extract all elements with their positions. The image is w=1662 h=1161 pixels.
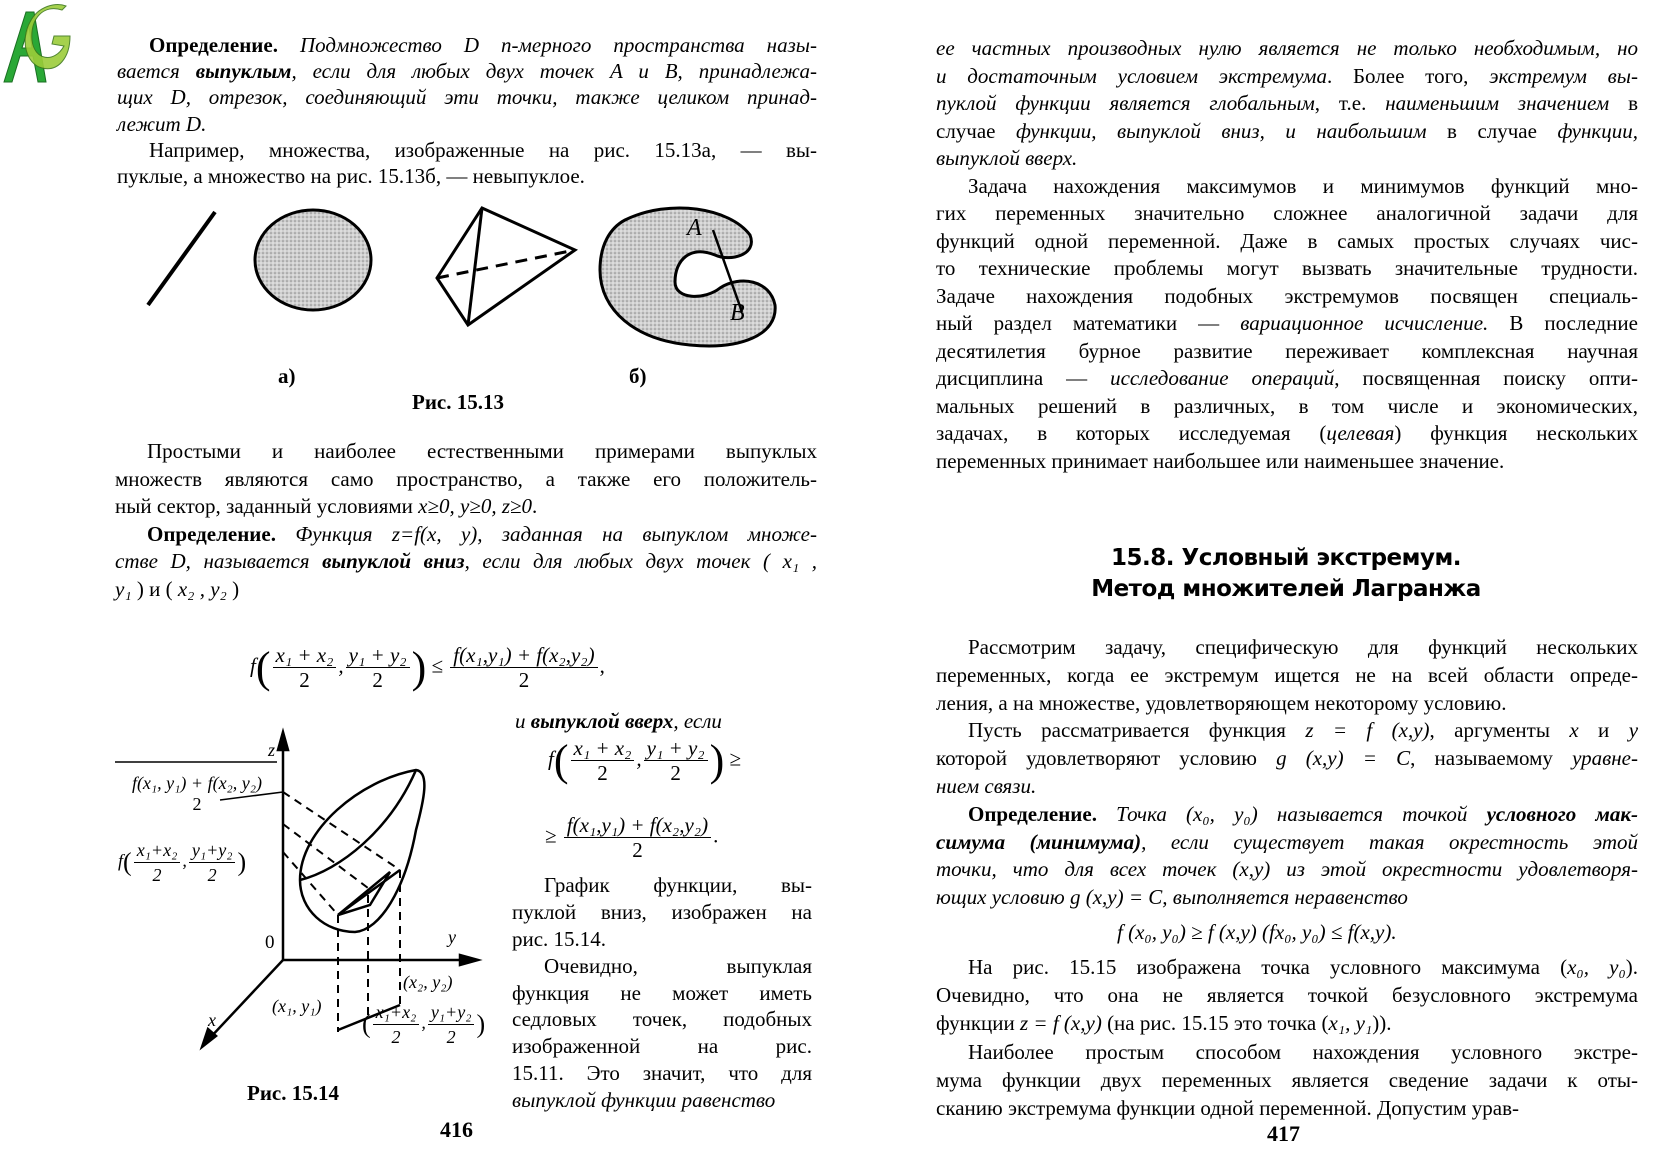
figure-caption: Рис. 15.13: [412, 390, 504, 414]
convex-down-inequality: f( $\frac{\text{x₁ + x₂}}{2}$ , $\frac{\text{y₁ + y₂}}{2}$ ) ≤ $\frac{\text{f(x₁,y₁) + f(x₂,y₂)}}{2}$ ,: [250, 643, 605, 692]
formula-f: f: [118, 850, 124, 871]
text-run: ) и (: [131, 576, 178, 601]
text-run: x₁, y₁: [1328, 1011, 1373, 1036]
text-run: Очевидно, выпуклая: [544, 953, 812, 978]
y-axis-label: y: [448, 927, 456, 947]
text-run: ) функция нескольких: [1394, 421, 1638, 445]
text-line: [936, 773, 1638, 801]
text-run: Подмножество D n-мерного пространства назы-: [299, 33, 817, 57]
text-run: Определение.: [968, 801, 1117, 826]
text-run: .: [532, 494, 538, 518]
text-line: [936, 200, 1638, 228]
text-line: [115, 493, 817, 521]
text-run: На рис. 15.15 изображена точка условного максимума (: [968, 955, 1568, 979]
text-run: x₀, y₀: [1567, 955, 1626, 979]
relation-sign: ≥: [545, 823, 557, 848]
tetrahedron-shape: [437, 208, 575, 325]
midpoint-label: ( $\frac{\text{x₁+x₂}}{2}$ , $\frac{\text{y₁+y₂}}{2}$ ): [362, 1002, 486, 1047]
text-run: седловых точек, подобных: [512, 1007, 812, 1032]
ag-logo-icon: [0, 0, 72, 88]
text-line: [936, 310, 1638, 338]
point-b-label: B: [730, 300, 745, 326]
text-line: [936, 448, 1638, 476]
section-heading-line: Метод множителей Лагранжа: [1091, 576, 1481, 602]
fraction-denominator: 2: [670, 761, 681, 785]
convex-up-intro: [515, 708, 722, 734]
text-run: , если для любых двух точек ( x₁ ,: [464, 549, 818, 573]
text-run: и: [515, 709, 531, 733]
text-run: нием связи.: [936, 773, 1037, 798]
text-run: функции: [936, 1011, 1020, 1036]
midpoint-value-label: f( $\frac{\text{x₁+x₂}}{2}$ , $\frac{\text{y₁+y₂}}{2}$ ): [118, 840, 247, 885]
fraction-numerator: x₁ + x₂: [273, 643, 337, 668]
text-run: наименьшим значением: [1385, 91, 1610, 115]
text-run: x≥0, y≥0, z≥0: [418, 494, 533, 518]
fraction-denominator: 2: [299, 668, 310, 692]
page-number-right: 417: [1267, 1121, 1300, 1146]
fraction-denominator: 2: [192, 794, 202, 814]
text-line: [115, 576, 817, 604]
origin-label: 0: [265, 932, 275, 953]
text-line: [512, 980, 812, 1007]
right-block-method: [936, 954, 1638, 1123]
text-line: [512, 926, 812, 953]
text-run: функции,: [1557, 118, 1638, 143]
segment-shape: [148, 212, 215, 305]
text-line: [936, 745, 1638, 773]
text-line: [936, 1039, 1638, 1067]
fraction-numerator: f(x₁,y₁) + f(x₂,y₂): [450, 643, 597, 668]
text-line: [512, 1033, 812, 1060]
text-run: Наиболее простым способом нахождения условного экстре-: [968, 1039, 1638, 1064]
relation-sign: ≥: [729, 746, 742, 771]
text-run: дисциплина —: [936, 366, 1111, 390]
text-run: в случае: [1426, 118, 1558, 143]
fraction-numerator: y₁ + y₂: [346, 643, 410, 668]
text-run: случае: [936, 118, 1017, 143]
text-run: в: [1609, 91, 1638, 115]
text-line: [936, 954, 1638, 982]
text-line: [512, 953, 812, 980]
fraction-numerator: f(x₁,y₁) + f(x₂,y₂): [564, 813, 711, 838]
text-run: точки, что для всех точек (x,y) из этой окрестности удовлетворя-: [936, 857, 1638, 882]
text-run: пуклой функции является глобальным: [936, 91, 1315, 115]
text-run: выпуклым: [195, 59, 292, 84]
text-line: [115, 521, 817, 549]
convex-up-inequality-lhs: f( $\frac{\text{x₁ + x₂}}{2}$ , $\frac{\text{y₁ + y₂}}{2}$ ) ≥: [548, 736, 742, 785]
fraction-denominator: 2: [207, 865, 217, 885]
formula-f: f: [250, 653, 256, 678]
text-run: экстремум вы-: [1489, 63, 1639, 88]
fraction-denominator: 2: [597, 761, 608, 785]
text-line: [936, 63, 1638, 91]
relation-sign: ≤: [431, 653, 444, 678]
text-run: z = f (x,y): [1305, 718, 1430, 743]
point-2-label: (x₂, y₂): [403, 972, 453, 992]
text-run: Простыми и наиболее естественными примерами выпуклых: [147, 439, 817, 463]
text-run: и достаточным условием экстремума: [936, 63, 1327, 88]
text-line: [512, 899, 812, 926]
text-line: [936, 338, 1638, 366]
text-run: g (x,y) = C: [1276, 746, 1411, 771]
text-line: [936, 118, 1638, 146]
text-run: Определение.: [147, 521, 296, 546]
text-line: [936, 856, 1638, 884]
right-block-extremum-text: [936, 35, 1638, 475]
text-line: [936, 690, 1638, 718]
text-run: Задаче нахождения подобных экстремумов посвящен специаль-: [936, 283, 1638, 308]
text-run: вариационное исчисление.: [1240, 311, 1489, 335]
text-line: [936, 420, 1638, 448]
text-run: исследование операций: [1110, 366, 1335, 390]
text-line: [936, 365, 1638, 393]
text-run: ): [226, 576, 240, 601]
text-line: [936, 90, 1638, 118]
text-run: Очевидно, что она не является точкой безусловного экстремума: [936, 983, 1638, 1008]
text-line: [936, 145, 1638, 173]
fraction-numerator: y₁ + y₂: [644, 736, 708, 761]
text-run: , аргументы: [1429, 718, 1570, 743]
convex-sets-illustration: [130, 200, 810, 350]
text-line: [936, 35, 1638, 63]
text-run: выпуклой вверх: [530, 709, 674, 733]
publisher-logo: [0, 0, 72, 88]
left-block-examples-and-definition: [115, 438, 817, 603]
text-run: Функция z=f(x, y), заданная на выпуклом множе-: [295, 521, 817, 546]
text-run: которой удовлетворяют условию: [936, 746, 1277, 771]
text-line: [115, 466, 817, 494]
text-run: функций одной переменной. Даже в самых простых случаях чис-: [936, 228, 1638, 253]
figure-caption: Рис. 15.14: [247, 1081, 339, 1105]
text-line: [936, 255, 1638, 283]
fraction-numerator: f(x₁, y₁) + f(x₂, y₂): [131, 773, 263, 793]
text-run: пуклые, а множество на рис. 15.13б, — невыпуклое.: [117, 163, 585, 188]
text-run: , если для любых двух точек A и B, принадлежа-: [291, 59, 817, 84]
fraction-denominator: 2: [632, 838, 643, 862]
page-number-left: 416: [440, 1117, 473, 1142]
text-run: График функции, вы-: [544, 873, 812, 897]
point-1-label: (x₁, y₁): [272, 996, 322, 1016]
text-line: [512, 1060, 812, 1087]
text-run: задачах, в которых исследуемая (: [936, 421, 1327, 445]
text-line: [117, 58, 817, 84]
formula-punct: ,: [599, 653, 605, 678]
fraction-numerator: x₁+x₂: [373, 1000, 420, 1025]
text-run: щих D, отрезок, соединяющий эти точки, также целиком принад-: [117, 85, 817, 110]
fraction-denominator: 2: [391, 1027, 401, 1047]
text-run: стве D, называется: [115, 549, 323, 573]
text-run: ный раздел математики —: [936, 311, 1241, 335]
text-line: [936, 1095, 1638, 1123]
text-run: )).: [1372, 1011, 1392, 1036]
text-line: [117, 84, 817, 110]
text-run: Задача нахождения максимумов и минимумов функций мно-: [968, 173, 1638, 198]
z-axis-label: z: [268, 740, 276, 760]
text-run: ).: [1625, 955, 1639, 979]
text-run: множеств являются само пространство, а также его положитель-: [115, 466, 817, 491]
text-line: [936, 1010, 1638, 1038]
fraction-denominator: 2: [518, 668, 530, 692]
fraction-denominator: 2: [152, 865, 162, 885]
text-run: переменных, когда ее экстремум ищется не на всей области опреде-: [936, 662, 1638, 687]
text-run: сканию экстремума функции одной переменной. Допустим урав-: [936, 1095, 1520, 1120]
text-line: [117, 137, 817, 163]
text-run: x: [1569, 718, 1579, 743]
text-run: , т.е.: [1314, 91, 1386, 115]
text-line: [117, 111, 817, 137]
text-run: выпуклой функции равенство: [512, 1088, 776, 1113]
text-run: . Более того,: [1326, 63, 1490, 88]
text-run: y₁: [115, 576, 132, 601]
text-line: [936, 228, 1638, 256]
disk-shape: [255, 210, 371, 310]
average-value-label: [113, 773, 281, 815]
text-run: (на рис. 15.15 это точка (: [1101, 1011, 1329, 1036]
text-run: рис. 15.14.: [512, 926, 607, 951]
text-run: функции, выпуклой вниз, и наибольшим: [1016, 118, 1427, 143]
text-run: симума (минимума): [936, 829, 1142, 854]
left-block-graph-text: [512, 872, 812, 1114]
text-line: [936, 634, 1638, 662]
text-line: [936, 829, 1638, 857]
text-run: , если: [673, 709, 722, 733]
text-line: [512, 872, 812, 899]
text-run: ее частных производных нулю является не только необходимым, но: [936, 36, 1638, 60]
text-run: гих переменных значительно сложнее аналогичной задачи для: [936, 201, 1638, 225]
point-a-label: A: [687, 215, 702, 241]
text-run: , посвященная поиску опти-: [1334, 366, 1638, 390]
text-run: вается: [117, 59, 196, 84]
fraction-denominator: 2: [446, 1027, 456, 1047]
text-line: [115, 438, 817, 466]
text-run: лежит D.: [117, 111, 207, 136]
text-run: Например, множества, изображенные на рис. 15.13а, — вы-: [149, 137, 817, 162]
text-line: [936, 1067, 1638, 1095]
text-run: Точка (x₀, y₀) называется точкой: [1116, 801, 1487, 826]
text-line: [512, 1006, 812, 1033]
fraction-numerator: y₁+y₂: [189, 838, 236, 863]
formula-punct: .: [713, 823, 719, 848]
figure-label-a: а): [278, 364, 296, 388]
text-line: [936, 801, 1638, 829]
text-run: Рассмотрим задачу, специфическую для функций нескольких: [968, 635, 1638, 659]
text-run: условного мак-: [1486, 801, 1639, 826]
text-run: целевая: [1326, 421, 1395, 445]
fraction-numerator: x₁ + x₂: [571, 736, 635, 761]
text-run: десятилетия бурное развитие переживает комплексная научная: [936, 338, 1638, 363]
text-line: [936, 662, 1638, 690]
text-run: функция не может иметь: [512, 980, 812, 1005]
text-line: [936, 173, 1638, 201]
left-block-definition-convex-set: [117, 32, 817, 189]
x-axis-label: x: [208, 1010, 216, 1030]
section-heading: [936, 543, 1636, 605]
text-run: ный сектор, заданный условиями: [115, 494, 419, 518]
text-line: [936, 884, 1638, 912]
text-run: z = f (x,y): [1020, 1011, 1102, 1036]
text-run: выпуклой вниз: [322, 549, 465, 573]
text-run: пуклой вниз, изображен на: [512, 899, 812, 924]
text-run: мума функции двух переменных является сведение задачи к оты-: [936, 1067, 1638, 1092]
text-run: ющих условию g (x,y) = C, выполняется неравенство: [936, 885, 1408, 910]
conditional-max-inequality: f (x₀, y₀) ≥ f (x,y) (fx₀, y₀) ≤ f(x,y).: [1117, 920, 1397, 944]
section-heading-line: 15.8. Условный экстремум.: [1111, 545, 1461, 571]
text-run: , если существует такая окрестность этой: [1141, 829, 1638, 854]
text-run: y: [1628, 718, 1639, 743]
convex-up-inequality-rhs: [545, 813, 718, 862]
text-run: ления, а на множестве, удовлетворяющем некоторому условию.: [936, 690, 1507, 715]
text-line: [936, 283, 1638, 311]
text-run: выпуклой вверх.: [936, 146, 1078, 170]
text-run: x₂ , y₂: [177, 576, 227, 601]
text-run: и: [1578, 718, 1629, 743]
text-line: [117, 32, 817, 58]
fraction-denominator: 2: [372, 668, 383, 692]
text-run: Пусть рассматривается функция: [968, 718, 1306, 743]
figure-label-b: б): [629, 364, 647, 388]
right-block-conditional-extremum: [936, 634, 1638, 912]
text-run: мальных решений в различных, в том числе и экономических,: [936, 393, 1638, 418]
text-line: [936, 717, 1638, 745]
text-run: то технические проблемы могут вызвать значительные трудности.: [936, 256, 1638, 280]
text-line: [936, 393, 1638, 421]
text-line: [936, 982, 1638, 1010]
fraction-numerator: x₁+x₂: [134, 838, 181, 863]
text-run: 15.11. Это значит, что для: [512, 1061, 812, 1086]
fraction-numerator: y₁+y₂: [428, 1000, 475, 1025]
text-line: [115, 548, 817, 576]
text-line: [512, 1087, 812, 1114]
text-run: переменных принимает наибольшее или наименьшее значение.: [936, 448, 1505, 473]
text-run: В последние: [1488, 311, 1638, 335]
formula-f: f: [548, 746, 554, 771]
text-run: изображенной на рис.: [512, 1034, 812, 1059]
text-run: , называемому: [1410, 746, 1573, 771]
text-run: Определение.: [149, 33, 300, 57]
text-run: уравне-: [1572, 746, 1638, 771]
text-line: [117, 163, 817, 189]
